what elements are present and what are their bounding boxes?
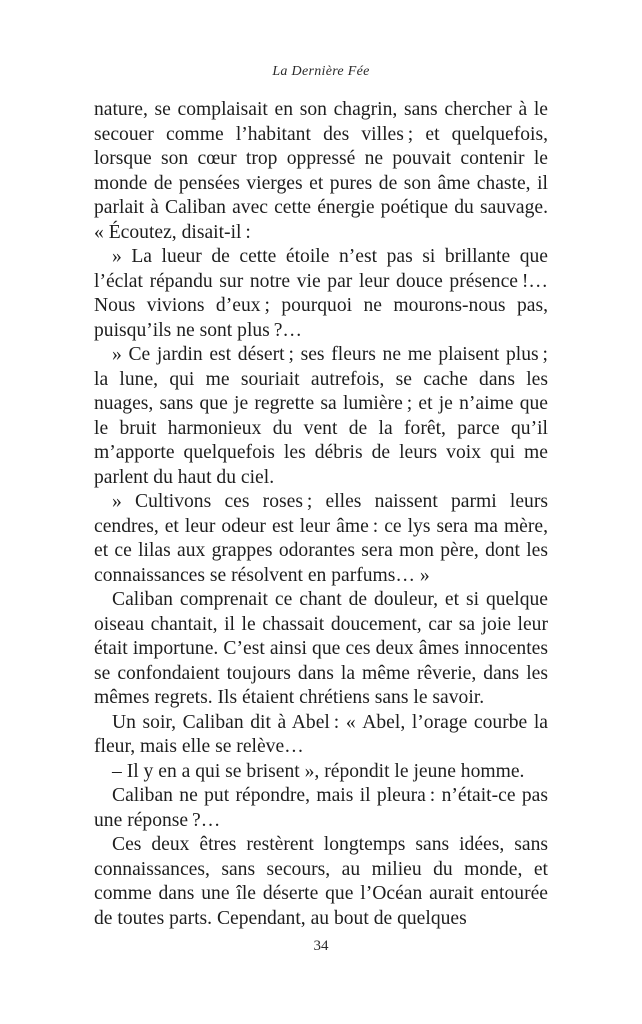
paragraph: » Cultivons ces roses ; elles naissent parmi leurs cendres, et leur odeur est leur âme : ce lys sera ma mère, et ce lilas aux grappes odorantes sera mon père, dont les connaissances se résolvent en parfums… » [94,491,548,586]
paragraph: » La lueur de cette étoile n’est pas si brillante que l’éclat répandu sur notre vie par leur douce présence !… Nous vivions d’eux ; pourquoi ne mourons-nous pas, puisqu’ils ne sont plus ?… [94,246,548,341]
paragraph: » Ce jardin est désert ; ses fleurs ne me plaisent plus ; la lune, qui me souriait autrefois, se cache dans les nuages, sans que je regrette sa lumière ; et je n’aime que le bruit harmonieux du vent de la forêt, parce qu’il m’apporte quelquefois les débris de leurs voix qui me parlent du haut du ciel. [94,344,548,488]
page-number: 34 [313,938,329,954]
body-text [94,98,548,931]
running-title: La Dernière Fée [272,64,370,79]
paragraph: Caliban ne put répondre, mais il pleura : n’était-ce pas une réponse ?… [94,785,548,831]
paragraph: Ces deux êtres restèrent longtemps sans idées, sans connaissances, sans secours, au milieu du monde, et comme dans une île déserte que l’Océan aurait entourée de toutes parts. Cependant, au bout de quelques [94,834,548,929]
paragraph: Un soir, Caliban dit à Abel : « Abel, l’orage courbe la fleur, mais elle se relève… [94,711,548,757]
paragraph-continuation: nature, se complaisait en son chagrin, sans chercher à le secouer comme l’habitant des villes ; et quelquefois, lorsque son cœur trop oppressé ne pouvait contenir le monde de pensées vierges et pures de son âme chaste, il parlait à Caliban avec cette énergie poétique du sauvage. « Écoutez, disait-il : [94,99,548,243]
paragraph: Caliban comprenait ce chant de douleur, et si quelque oiseau chantait, il le chassait doucement, car sa joie leur était importune. C’est ainsi que ces deux âmes innocentes se confondaient toujours dans la même rêverie, dans les mêmes regrets. Ils étaient chrétiens sans le savoir. [94,589,548,708]
paragraph: – Il y en a qui se brisent », répondit le jeune homme. [112,760,525,782]
